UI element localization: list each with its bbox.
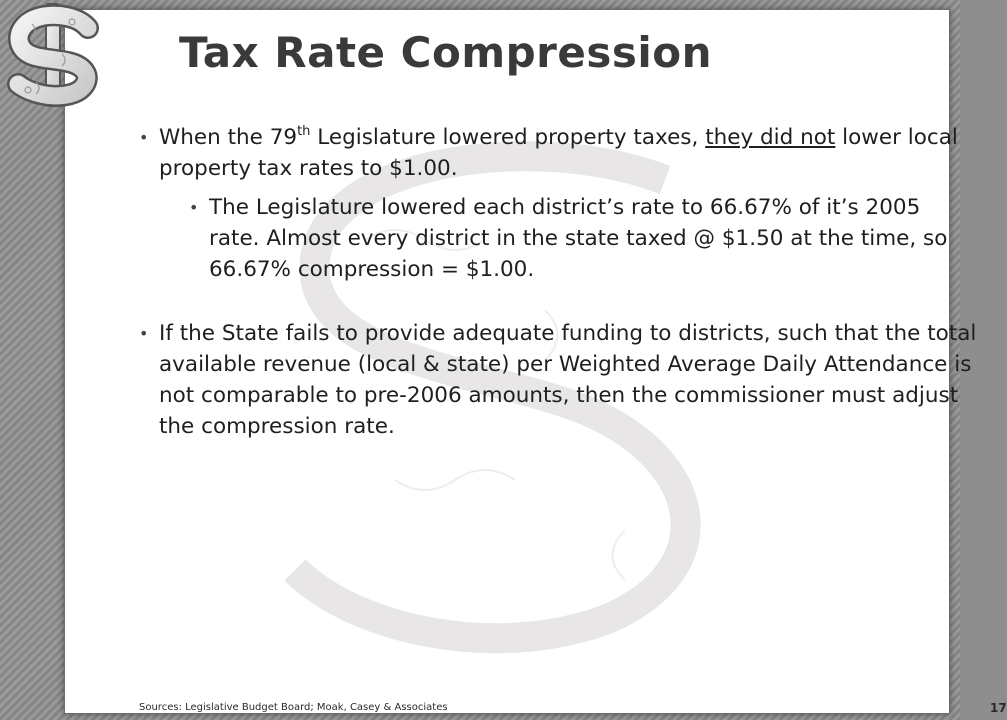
bullet-dot: • bbox=[139, 324, 149, 343]
bullet-state-funding-text: If the State fails to provide adequate funding to districts, such that the total available revenue (local & state) per Weighted Average Daily Attendance is not comparable to pre-2006 amounts, then the commissioner must adjust the compression rate. bbox=[159, 321, 977, 439]
slide-content bbox=[139, 122, 999, 442]
bullet-state-funding bbox=[139, 318, 999, 442]
footer-sources: Sources: Legislative Budget Board; Moak, Casey & Associates bbox=[139, 702, 448, 713]
underlined-emphasis: they did not bbox=[705, 125, 836, 150]
dollar-sign-puzzle-icon bbox=[2, 2, 106, 108]
bullet-dot: • bbox=[139, 128, 149, 147]
sub-bullet-compression bbox=[189, 192, 949, 285]
bullet-legislature-text-end: lower local property tax rates to $1.00. bbox=[159, 125, 958, 181]
slide-page bbox=[64, 9, 1007, 715]
bullet-legislature bbox=[139, 122, 999, 184]
sub-bullet-compression-text: The Legislature lowered each district’s rate to 66.67% of it’s 2005 rate. Almost every district in the state taxed @ $1.50 at the time, so 66.67% compression = $1.00. bbox=[209, 195, 948, 282]
page-number: 17 bbox=[990, 701, 1007, 715]
bullet-dot: • bbox=[189, 198, 199, 217]
bullet-legislature-text-middle: Legislature lowered property taxes, bbox=[310, 125, 706, 150]
slide-title: Tax Rate Compression bbox=[179, 28, 713, 77]
bullet-legislature-text-start: When the 79 bbox=[159, 125, 298, 150]
ordinal-superscript: th bbox=[297, 124, 311, 139]
